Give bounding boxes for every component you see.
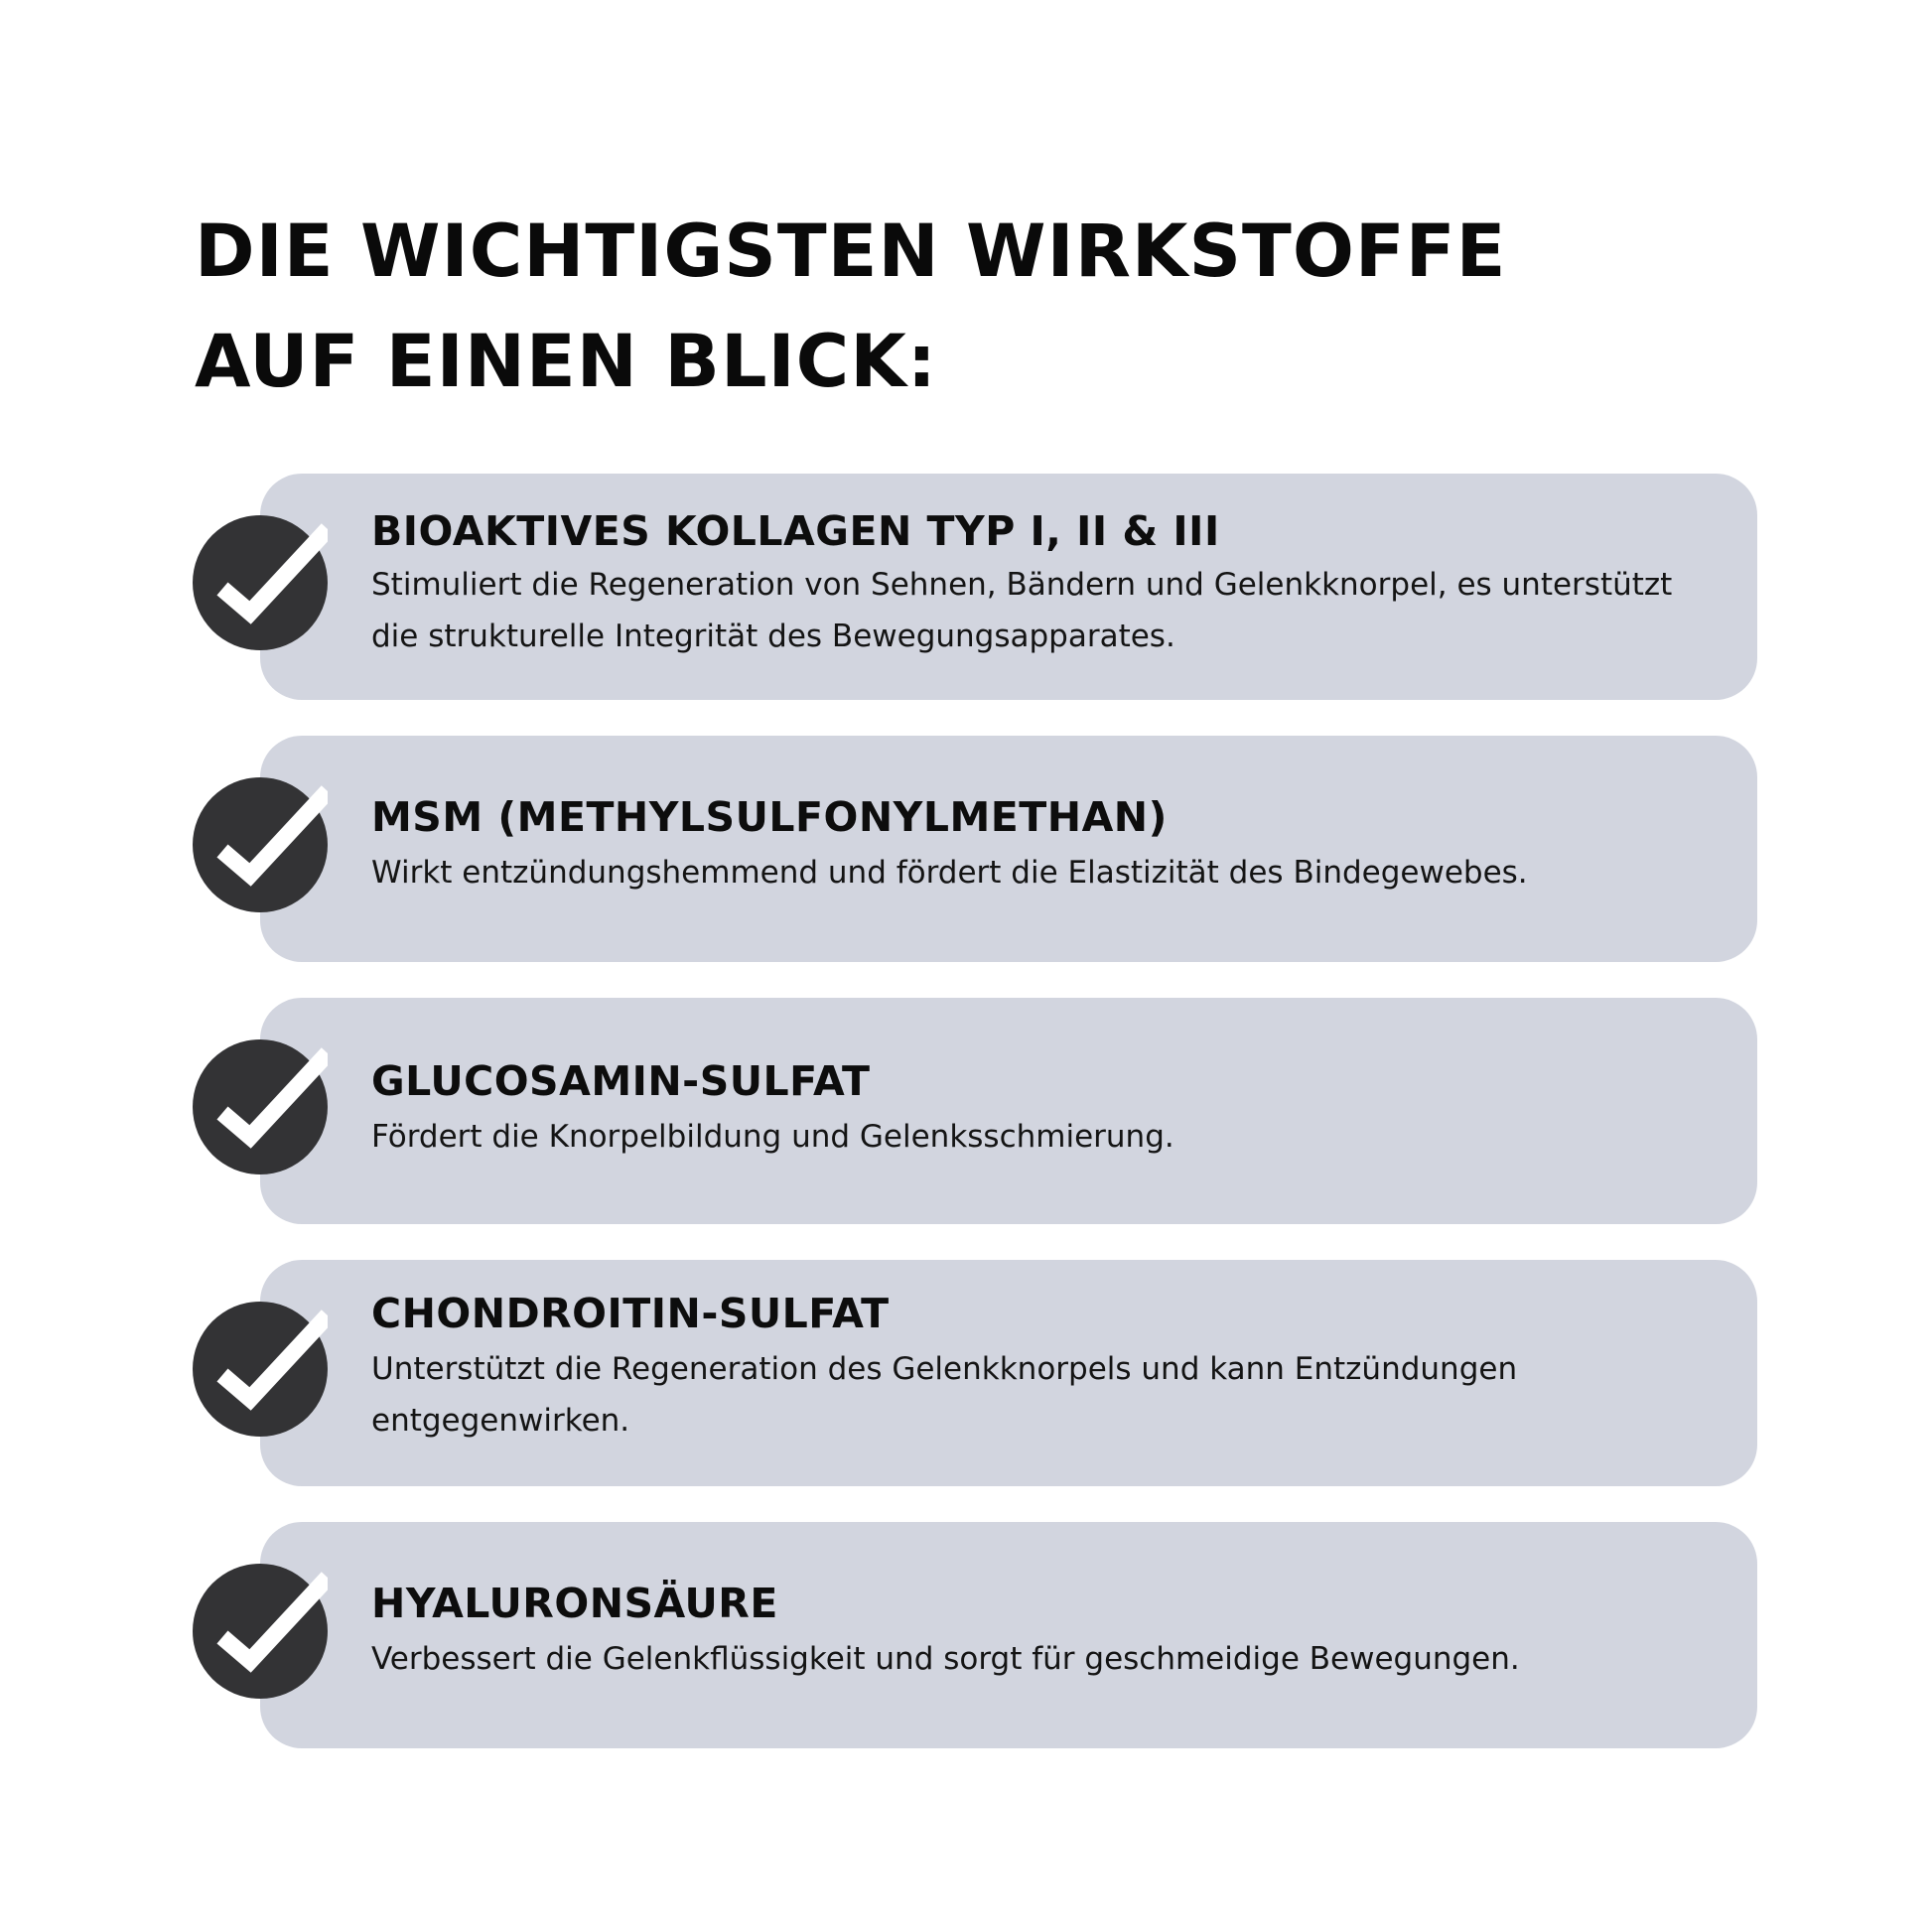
ingredient-title: HYALURONSÄURE xyxy=(371,1580,778,1627)
check-circle-icon xyxy=(193,1039,328,1174)
ingredient-description: Unterstützt die Regeneration des Gelenkknorpels und kann Entzündungen entgegenwirken. xyxy=(371,1351,1518,1439)
ingredient-description: Wirkt entzündungshemmend und fördert die Elastizität des Bindegewebes. xyxy=(371,855,1528,891)
ingredient-card-hyaluronic-acid xyxy=(260,1522,1757,1748)
check-circle-icon xyxy=(193,1302,328,1437)
page-title xyxy=(195,197,1507,417)
page-title-line-2: AUF EINEN BLICK: xyxy=(195,320,937,404)
ingredient-card-chondroitin xyxy=(260,1260,1757,1486)
ingredient-title: MSM (METHYLSULFONYLMETHAN) xyxy=(371,793,1168,841)
ingredient-card-msm xyxy=(260,736,1757,962)
ingredient-title: CHONDROITIN-SULFAT xyxy=(371,1290,890,1337)
ingredient-description: Stimuliert die Regeneration von Sehnen, Bändern und Gelenkknorpel, es unterstützt die strukturelle Integrität des Bewegungsapparates. xyxy=(371,567,1673,654)
ingredient-card-collagen xyxy=(260,474,1757,700)
ingredient-title: BIOAKTIVES KOLLAGEN TYP I, II & III xyxy=(371,507,1220,555)
check-circle-icon xyxy=(193,777,328,912)
check-circle-icon xyxy=(193,515,328,650)
ingredient-card-glucosamine xyxy=(260,998,1757,1224)
check-circle-icon xyxy=(193,1564,328,1699)
ingredient-description: Verbessert die Gelenkflüssigkeit und sorgt für geschmeidige Bewegungen. xyxy=(371,1641,1520,1677)
ingredient-description: Fördert die Knorpelbildung und Gelenksschmierung. xyxy=(371,1119,1174,1155)
page-title-line-1: DIE WICHTIGSTEN WIRKSTOFFE xyxy=(195,209,1507,294)
ingredient-title: GLUCOSAMIN-SULFAT xyxy=(371,1057,871,1105)
